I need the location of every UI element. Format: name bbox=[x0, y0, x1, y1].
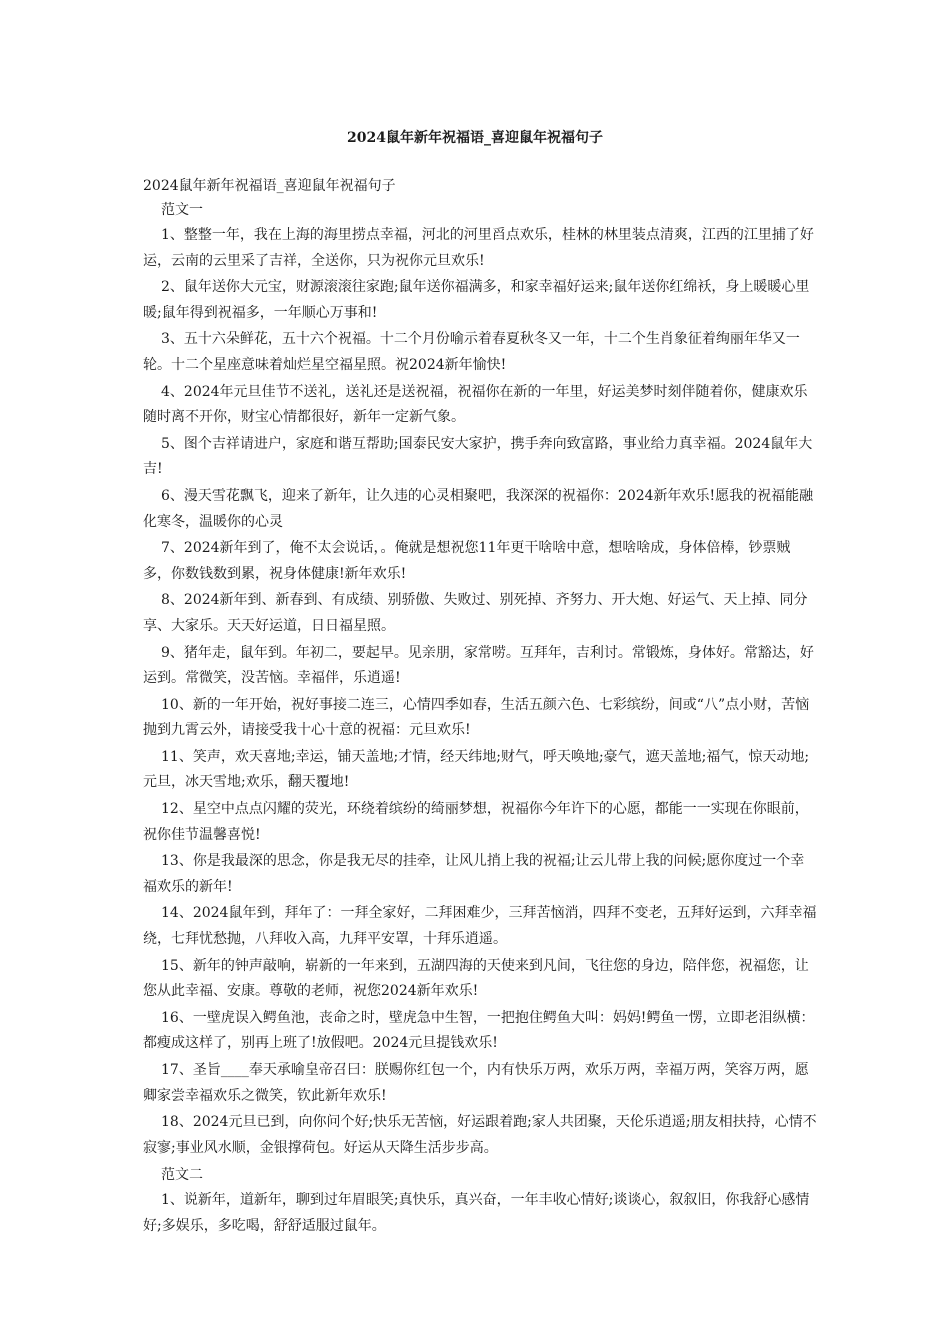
paragraph: 14、2024鼠年到，拜年了：一拜全家好，二拜困难少，三拜苦恼消，四拜不变老，五拜好运到，六拜幸福绕，七拜忧愁抛，八拜收入高，九拜平安罩，十拜乐逍遥。 bbox=[143, 905, 817, 948]
paragraph: 5、图个吉祥请进户，家庭和谐互帮助;国泰民安大家护，携手奔向致富路，事业给力真幸福。2024鼠年大吉! bbox=[143, 435, 813, 478]
paragraph: 13、你是我最深的思念，你是我无尽的挂牵，让风儿捎上我的祝福;让云儿带上我的问候;愿你度过一个幸福欢乐的新年! bbox=[143, 853, 805, 895]
paragraph: 11、笑声，欢天喜地;幸运，铺天盖地;才情，经天纬地;财气，呼天唤地;豪气，遮天盖地;福气，惊天动地;元旦，冰天雪地;欢乐，翻天覆地! bbox=[143, 748, 810, 791]
paragraph: 3、五十六朵鲜花，五十六个祝福。十二个月份喻示着春夏秋冬又一年，十二个生肖象征着绚丽年华又一轮。十二个星座意味着灿烂星空福星照。祝2024新年愉快! bbox=[143, 331, 800, 373]
section-1-paragraphs bbox=[143, 223, 818, 1161]
paragraph: 1、说新年，道新年，聊到过年眉眼笑;真快乐，真兴奋，一年丰收心情好;谈谈心，叙叙旧，你我舒心感情好;多娱乐，多吃喝，舒舒适服过鼠年。 bbox=[143, 1192, 810, 1234]
paragraph: 16、一壁虎误入鳄鱼池，丧命之时，壁虎急中生智，一把抱住鳄鱼大叫：妈妈!鳄鱼一愣，立即老泪纵横：都瘦成这样了，别再上班了!放假吧。2024元旦提钱欢乐! bbox=[143, 1009, 815, 1052]
paragraph: 1、整整一年，我在上海的海里捞点幸福，河北的河里舀点欢乐，桂林的林里装点清爽，江西的江里捕了好运，云南的云里采了吉祥，全送你，只为祝你元旦欢乐! bbox=[143, 227, 814, 269]
paragraph: 12、星空中点点闪耀的荧光，环绕着缤纷的绮丽梦想，祝福你今年许下的心愿，都能一一实现在你眼前，祝你佳节温馨喜悦! bbox=[143, 801, 809, 843]
document-body bbox=[143, 175, 818, 1241]
paragraph: 8、2024新年到、新春到、有成绩、别骄傲、失败过、别死掉、齐努力、开大炮、好运气、天上掉、同分享、大家乐。天天好运道，日日福星照。 bbox=[143, 592, 808, 634]
paragraph: 4、2024年元旦佳节不送礼，送礼还是送祝福，祝福你在新的一年里，好运美梦时刻伴随着你，健康欢乐随时离不开你，财宝心情都很好，新年一定新气象。 bbox=[143, 383, 808, 426]
paragraph: 18、2024元旦已到，向你问个好;快乐无苦恼，好运跟着跑;家人共团聚，天伦乐逍遥;朋友相扶持，心情不寂寥;事业风水顺，金银撑荷包。好运从天降生活步步高。 bbox=[143, 1114, 817, 1156]
paragraph: 2、鼠年送你大元宝，财源滚滚往家跑;鼠年送你福满多，和家幸福好运来;鼠年送你红绵袄，身上暖暖心里暖;鼠年得到祝福多，一年顺心万事和! bbox=[143, 279, 810, 321]
paragraph: 6、漫天雪花飘飞，迎来了新年，让久违的心灵相聚吧，我深深的祝福你：2024新年欢乐!愿我的祝福能融化寒冬，温暖你的心灵 bbox=[143, 487, 814, 530]
section-title-2: 范文二 bbox=[161, 1167, 203, 1184]
section-2-paragraphs bbox=[143, 1188, 818, 1239]
paragraph: 10、新的一年开始，祝好事接二连三，心情四季如春，生活五颜六色、七彩缤纷，间或“八”点小财，苦恼抛到九霄云外，请接受我十心十意的祝福：元旦欢乐! bbox=[143, 696, 810, 739]
paragraph: 15、新年的钟声敲响，崭新的一年来到，五湖四海的天使来到凡间，飞往您的身边，陪伴您，祝福您，让您从此幸福、安康。尊敬的老师，祝您2024新年欢乐! bbox=[143, 957, 809, 1000]
section-title-1: 范文一 bbox=[161, 202, 203, 218]
paragraph: 17、圣旨____奉天承喻皇帝召曰：朕赐你红包一个，内有快乐万两，欢乐万两，幸福万两，笑容万两，愿卿家尝幸福欢乐之微笑，钦此新年欢乐! bbox=[143, 1062, 809, 1104]
document-title: 2024鼠年新年祝福语_喜迎鼠年祝福句子 bbox=[347, 130, 603, 146]
article-heading: 2024鼠年新年祝福语_喜迎鼠年祝福句子 bbox=[143, 178, 396, 194]
paragraph: 7、2024新年到了，俺不太会说话，。俺就是想祝您11年更干啥啥中意，想啥啥成，身体倍棒，钞票贼多，你数钱数到累，祝身体健康!新年欢乐! bbox=[143, 540, 791, 582]
paragraph: 9、猪年走，鼠年到。年初二，要起早。见亲朋，家常唠。互拜年，吉利讨。常锻炼，身体好。常豁达，好运到。常微笑，没苦恼。幸福伴，乐逍遥! bbox=[143, 644, 814, 687]
